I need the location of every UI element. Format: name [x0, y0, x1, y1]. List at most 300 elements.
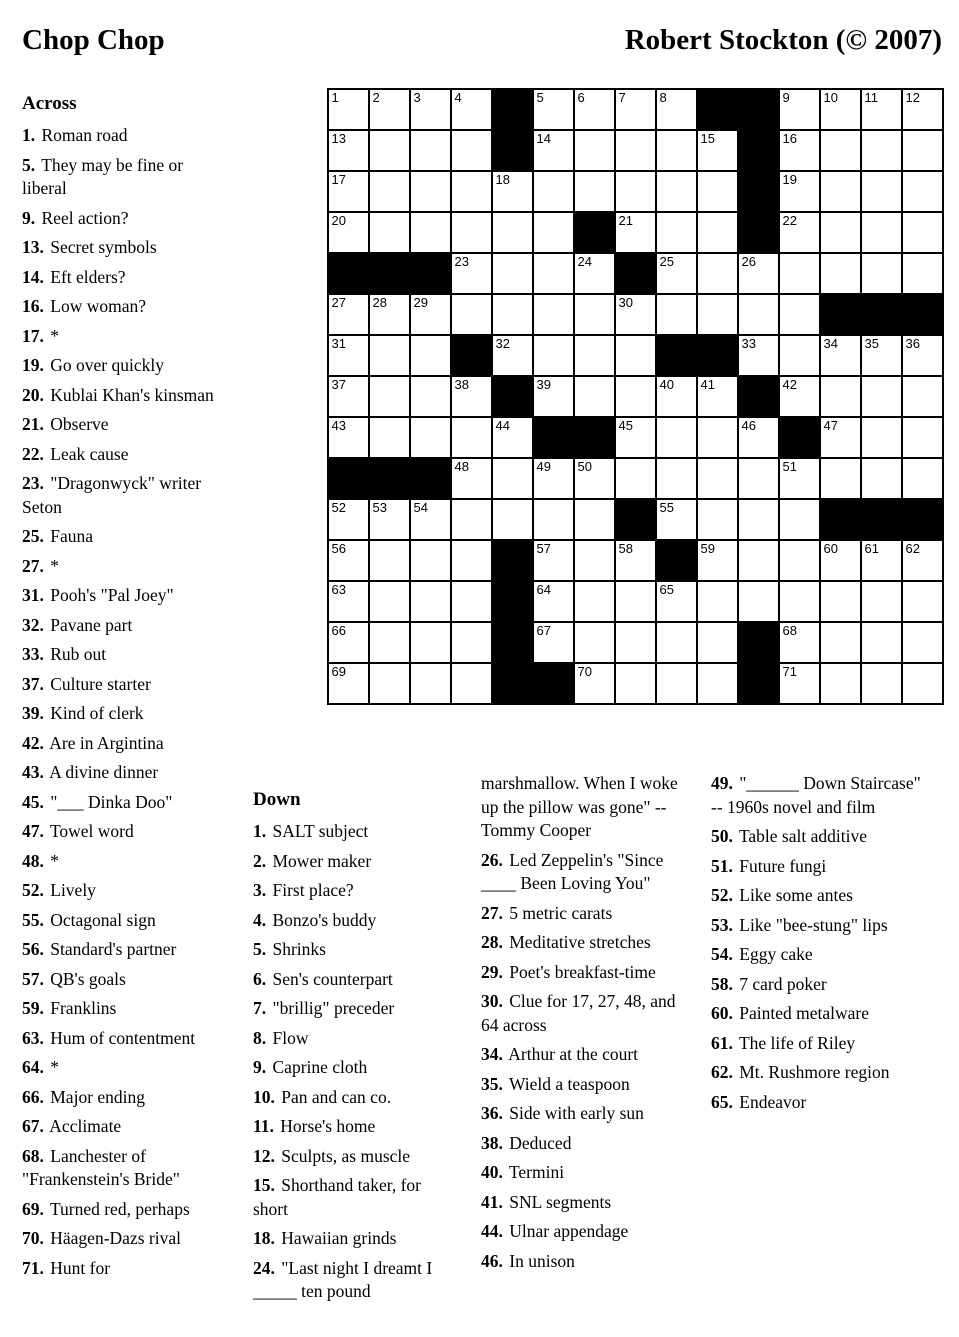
clue [22, 820, 219, 844]
cell-number: 70 [577, 664, 592, 679]
grid-cell[interactable] [615, 581, 656, 622]
grid-cell[interactable] [902, 458, 943, 499]
grid-cell[interactable] [328, 663, 369, 704]
grid-cell[interactable] [369, 212, 410, 253]
grid-cell[interactable] [656, 376, 697, 417]
clue-number: 10. [253, 1086, 275, 1107]
cell-number: 45 [618, 418, 633, 433]
clue-text: Octagonal sign [50, 909, 156, 930]
cell-number: 56 [331, 541, 346, 556]
grid-cell[interactable] [369, 335, 410, 376]
grid-cell[interactable] [697, 376, 738, 417]
clue [481, 1220, 681, 1244]
clue-number: 25. [22, 526, 44, 546]
grid-cell[interactable] [656, 212, 697, 253]
clue [253, 820, 443, 844]
grid-cell[interactable] [451, 622, 492, 663]
grid-cell[interactable] [574, 622, 615, 663]
clue-number: 67. [22, 1116, 44, 1136]
grid-cell[interactable] [656, 417, 697, 458]
grid-cell[interactable] [574, 499, 615, 540]
clue [253, 850, 443, 874]
clue-text: Hunt for [50, 1257, 111, 1278]
grid-cell[interactable] [369, 294, 410, 335]
grid-cell[interactable] [574, 171, 615, 212]
grid-cell[interactable] [697, 417, 738, 458]
clue-number: 5. [22, 154, 36, 175]
grid-cell[interactable] [779, 622, 820, 663]
black-square [328, 253, 369, 294]
clue [253, 909, 443, 933]
cell-number: 28 [372, 295, 387, 310]
grid-cell[interactable] [656, 130, 697, 171]
grid-cell[interactable] [451, 499, 492, 540]
clue [481, 1191, 681, 1215]
grid-cell[interactable] [410, 376, 451, 417]
grid-cell[interactable] [820, 335, 861, 376]
clue [253, 1174, 443, 1221]
clue-number: 15. [253, 1175, 275, 1195]
grid-cell[interactable] [820, 171, 861, 212]
clue-number: 20. [22, 384, 44, 405]
grid-cell[interactable] [697, 622, 738, 663]
grid-cell[interactable] [410, 171, 451, 212]
grid-cell[interactable] [861, 89, 902, 130]
grid-cell[interactable] [697, 499, 738, 540]
grid-cell[interactable] [369, 540, 410, 581]
clue [22, 384, 219, 408]
clue-number: 38. [481, 1132, 503, 1153]
grid-cell[interactable] [328, 294, 369, 335]
grid-cell[interactable] [738, 253, 779, 294]
grid-cell[interactable] [492, 458, 533, 499]
clue-text: Go over quickly [50, 355, 164, 375]
grid-cell[interactable] [779, 253, 820, 294]
cell-number: 40 [659, 377, 674, 392]
clue-text: They may be fine or liberal [22, 154, 184, 198]
black-square [615, 253, 656, 294]
grid-cell[interactable] [697, 171, 738, 212]
clue-text: "______ Down Staircase" -- 1960s novel and film [711, 773, 921, 817]
grid-cell[interactable] [451, 581, 492, 622]
grid-cell[interactable] [615, 294, 656, 335]
grid-cell[interactable] [615, 130, 656, 171]
clue-text: Leak cause [50, 443, 129, 464]
clue-text: Endeavor [739, 1091, 807, 1112]
grid-cell[interactable] [861, 622, 902, 663]
grid-cell[interactable] [820, 212, 861, 253]
grid-cell[interactable] [615, 663, 656, 704]
clue-text: Eft elders? [50, 266, 126, 287]
grid-cell[interactable] [697, 663, 738, 704]
clue-text: Flow [272, 1027, 309, 1048]
grid-cell[interactable] [697, 253, 738, 294]
black-square [656, 335, 697, 376]
clue-text: Horse's home [280, 1116, 376, 1136]
grid-cell[interactable] [328, 622, 369, 663]
grid-cell[interactable] [656, 171, 697, 212]
grid-cell[interactable] [615, 417, 656, 458]
clue [253, 997, 443, 1021]
clue-number: 31. [22, 585, 44, 605]
clue-number: 42. [22, 732, 44, 753]
grid-cell[interactable] [779, 130, 820, 171]
grid-cell[interactable] [861, 130, 902, 171]
grid-cell[interactable] [738, 335, 779, 376]
grid-cell[interactable] [574, 663, 615, 704]
grid-cell[interactable] [451, 212, 492, 253]
black-square [369, 458, 410, 499]
grid-cell[interactable] [738, 294, 779, 335]
black-square [820, 294, 861, 335]
cell-number: 11 [864, 90, 878, 105]
clue [22, 354, 219, 378]
cell-number: 23 [454, 254, 469, 269]
grid-cell[interactable] [533, 622, 574, 663]
clue-number: 63. [22, 1027, 44, 1048]
grid-cell[interactable] [369, 663, 410, 704]
grid-cell[interactable] [615, 335, 656, 376]
grid-cell[interactable] [369, 171, 410, 212]
grid-cell[interactable] [574, 335, 615, 376]
cell-number: 4 [454, 90, 462, 105]
grid-cell[interactable] [779, 89, 820, 130]
grid-cell[interactable] [328, 417, 369, 458]
clue-number: 1. [253, 821, 267, 841]
clue-text: "Last night I dreamt I _____ ten pound [253, 1257, 433, 1301]
clue [22, 584, 219, 608]
grid-cell[interactable] [492, 335, 533, 376]
grid-cell[interactable] [328, 499, 369, 540]
clue-number: 56. [22, 939, 44, 959]
grid-cell[interactable] [656, 294, 697, 335]
clue-text: Pooh's "Pal Joey" [50, 585, 174, 605]
grid-cell[interactable] [533, 89, 574, 130]
grid-cell[interactable] [820, 458, 861, 499]
cell-number: 34 [823, 336, 838, 351]
grid-cell[interactable] [410, 663, 451, 704]
grid-cell[interactable] [820, 417, 861, 458]
grid-cell[interactable] [328, 89, 369, 130]
grid-cell[interactable] [451, 458, 492, 499]
grid-cell[interactable] [738, 499, 779, 540]
clue-text: The life of Riley [738, 1032, 856, 1053]
grid-cell[interactable] [328, 581, 369, 622]
grid-cell[interactable] [328, 212, 369, 253]
clue-text: Caprine cloth [272, 1057, 368, 1077]
grid-cell[interactable] [902, 622, 943, 663]
clue-number: 29. [481, 961, 503, 982]
grid-cell[interactable] [820, 376, 861, 417]
grid-cell[interactable] [697, 130, 738, 171]
grid-cell[interactable] [410, 581, 451, 622]
grid-cell[interactable] [533, 581, 574, 622]
grid-cell[interactable] [410, 294, 451, 335]
grid-cell[interactable] [697, 581, 738, 622]
clue [22, 124, 219, 148]
grid-cell[interactable] [656, 663, 697, 704]
clue-text: Ulnar appendage [509, 1221, 629, 1241]
cell-number: 13 [331, 131, 346, 146]
grid-cell[interactable] [820, 581, 861, 622]
grid-cell[interactable] [779, 663, 820, 704]
grid-cell[interactable] [902, 89, 943, 130]
black-square [492, 130, 533, 171]
grid-cell[interactable] [410, 499, 451, 540]
clue-number: 52. [711, 885, 733, 905]
grid-cell[interactable] [410, 335, 451, 376]
black-square [492, 581, 533, 622]
grid-cell[interactable] [738, 458, 779, 499]
grid-cell[interactable] [902, 130, 943, 171]
clue-number: 9. [253, 1057, 267, 1077]
grid-cell[interactable] [697, 294, 738, 335]
grid-cell[interactable] [902, 540, 943, 581]
clue-text: Are in Argintina [49, 732, 164, 753]
grid-cell[interactable] [574, 458, 615, 499]
clue [22, 555, 219, 579]
clue-number: 35. [481, 1073, 503, 1094]
grid-cell[interactable] [779, 581, 820, 622]
grid-cell[interactable] [902, 171, 943, 212]
cell-number: 32 [495, 336, 510, 351]
grid-cell[interactable] [861, 335, 902, 376]
grid-cell[interactable] [328, 376, 369, 417]
across-clue-list [22, 124, 219, 1280]
grid-cell[interactable] [410, 89, 451, 130]
grid-cell[interactable] [902, 663, 943, 704]
grid-cell[interactable] [615, 171, 656, 212]
cell-number: 65 [659, 582, 674, 597]
grid-cell[interactable] [574, 581, 615, 622]
grid-cell[interactable] [328, 540, 369, 581]
clue [711, 943, 923, 967]
clue-number: 34. [481, 1044, 503, 1064]
grid-cell[interactable] [656, 253, 697, 294]
grid-cell[interactable] [492, 294, 533, 335]
grid-cell[interactable] [451, 294, 492, 335]
grid-cell[interactable] [861, 417, 902, 458]
grid-cell[interactable] [820, 540, 861, 581]
grid-cell[interactable] [615, 376, 656, 417]
grid-cell[interactable] [779, 499, 820, 540]
grid-cell[interactable] [656, 458, 697, 499]
grid-cell[interactable] [533, 171, 574, 212]
clue [22, 909, 219, 933]
grid-cell[interactable] [779, 458, 820, 499]
grid-cell[interactable] [779, 376, 820, 417]
grid-cell[interactable] [574, 89, 615, 130]
clue-text: Häagen-Dazs rival [50, 1228, 181, 1248]
clue-text: Eggy cake [739, 944, 813, 964]
grid-cell[interactable] [820, 622, 861, 663]
grid-cell[interactable] [328, 335, 369, 376]
clue-number: 26. [481, 849, 503, 870]
grid-cell[interactable] [902, 376, 943, 417]
cell-number: 51 [782, 459, 797, 474]
grid-cell[interactable] [615, 458, 656, 499]
clue-text: Like "bee-stung" lips [739, 914, 888, 935]
grid-cell[interactable] [861, 171, 902, 212]
grid-cell[interactable] [779, 294, 820, 335]
grid-cell[interactable] [738, 540, 779, 581]
grid-cell[interactable] [861, 458, 902, 499]
clue-number: 69. [22, 1198, 44, 1219]
grid-cell[interactable] [902, 417, 943, 458]
grid-cell[interactable] [410, 622, 451, 663]
grid-cell[interactable] [820, 253, 861, 294]
grid-cell[interactable] [697, 458, 738, 499]
grid-cell[interactable] [820, 130, 861, 171]
clue-text: Bonzo's buddy [272, 909, 377, 930]
grid-cell[interactable] [492, 499, 533, 540]
grid-cell[interactable] [451, 376, 492, 417]
grid-cell[interactable] [820, 89, 861, 130]
grid-cell[interactable] [656, 622, 697, 663]
clue [22, 879, 219, 903]
grid-cell[interactable] [492, 212, 533, 253]
grid-cell[interactable] [533, 253, 574, 294]
grid-cell[interactable] [451, 171, 492, 212]
grid-cell[interactable] [451, 540, 492, 581]
clue [22, 732, 219, 756]
cell-number: 49 [536, 459, 551, 474]
grid-cell[interactable] [574, 253, 615, 294]
grid-cell[interactable] [410, 540, 451, 581]
grid-cell[interactable] [533, 458, 574, 499]
clue-text: Secret symbols [50, 237, 157, 257]
grid-cell[interactable] [533, 540, 574, 581]
grid-cell[interactable] [492, 171, 533, 212]
grid-cell[interactable] [533, 376, 574, 417]
clue-text: Meditative stretches [509, 932, 651, 952]
grid-cell[interactable] [779, 335, 820, 376]
clue [711, 772, 923, 819]
grid-cell[interactable] [533, 130, 574, 171]
grid-cell[interactable] [410, 130, 451, 171]
grid-cell[interactable] [902, 335, 943, 376]
clue-number: 50. [711, 826, 733, 846]
grid-cell[interactable] [492, 417, 533, 458]
grid-cell[interactable] [533, 212, 574, 253]
clue [481, 1073, 681, 1097]
clue-number: 32. [22, 614, 44, 635]
grid-cell[interactable] [574, 130, 615, 171]
clue-text: SNL segments [509, 1191, 612, 1212]
grid-cell[interactable] [861, 663, 902, 704]
grid-cell[interactable] [779, 171, 820, 212]
grid-cell[interactable] [861, 212, 902, 253]
cell-number: 57 [536, 541, 551, 556]
grid-cell[interactable] [697, 540, 738, 581]
grid-cell[interactable] [861, 581, 902, 622]
clue-number: 57. [22, 968, 44, 989]
clue [253, 1227, 443, 1251]
black-square [492, 89, 533, 130]
grid-cell[interactable] [738, 417, 779, 458]
clue [253, 1257, 443, 1304]
grid-cell[interactable] [902, 253, 943, 294]
cell-number: 59 [700, 541, 715, 556]
grid-cell[interactable] [533, 294, 574, 335]
clue-text: Arthur at the court [508, 1044, 639, 1064]
grid-cell[interactable] [656, 581, 697, 622]
grid-cell[interactable] [615, 89, 656, 130]
grid-cell[interactable] [902, 212, 943, 253]
clue [481, 1102, 681, 1126]
grid-cell[interactable] [779, 212, 820, 253]
cell-number: 16 [782, 131, 797, 146]
grid-cell[interactable] [615, 622, 656, 663]
grid-cell[interactable] [369, 499, 410, 540]
grid-cell[interactable] [861, 376, 902, 417]
down-clues-column-1 [253, 788, 443, 1310]
grid-cell[interactable] [615, 212, 656, 253]
grid-cell[interactable] [533, 335, 574, 376]
clue-number: 55. [22, 909, 44, 930]
grid-cell[interactable] [410, 417, 451, 458]
grid-cell[interactable] [861, 253, 902, 294]
grid-cell[interactable] [656, 499, 697, 540]
grid-cell[interactable] [820, 663, 861, 704]
clue-number: 19. [22, 355, 44, 375]
grid-cell[interactable] [492, 253, 533, 294]
cell-number: 38 [454, 377, 469, 392]
clue-text: 7 card poker [739, 973, 827, 994]
clue [22, 207, 219, 231]
grid-cell[interactable] [328, 171, 369, 212]
grid-cell[interactable] [369, 89, 410, 130]
grid-cell[interactable] [574, 540, 615, 581]
clue-number: 18. [253, 1228, 275, 1248]
clue [22, 266, 219, 290]
grid-cell[interactable] [738, 581, 779, 622]
grid-cell[interactable] [410, 212, 451, 253]
grid-cell[interactable] [369, 376, 410, 417]
grid-cell[interactable] [369, 622, 410, 663]
grid-cell[interactable] [861, 540, 902, 581]
grid-cell[interactable] [656, 89, 697, 130]
clue [22, 1115, 219, 1139]
cell-number: 15 [700, 131, 715, 146]
grid-cell[interactable] [369, 130, 410, 171]
clue-text: "brillig" preceder [272, 998, 395, 1018]
grid-cell[interactable] [451, 89, 492, 130]
grid-cell[interactable] [451, 253, 492, 294]
black-square [533, 417, 574, 458]
clue-number: 61. [711, 1032, 733, 1053]
grid-cell[interactable] [451, 417, 492, 458]
grid-cell[interactable] [779, 540, 820, 581]
cell-number: 62 [905, 541, 920, 556]
clue-text: Culture starter [50, 673, 151, 694]
clue-text: 5 metric carats [509, 902, 613, 923]
grid-cell[interactable] [369, 417, 410, 458]
grid-cell[interactable] [574, 294, 615, 335]
grid-cell[interactable] [451, 663, 492, 704]
grid-cell[interactable] [451, 130, 492, 171]
clue [253, 1056, 443, 1080]
grid-cell[interactable] [697, 212, 738, 253]
grid-cell[interactable] [574, 376, 615, 417]
grid-cell[interactable] [328, 130, 369, 171]
grid-cell[interactable] [902, 581, 943, 622]
clue-text: Painted metalware [739, 1003, 869, 1023]
grid-cell[interactable] [615, 540, 656, 581]
grid-cell[interactable] [533, 499, 574, 540]
grid-cell[interactable] [369, 581, 410, 622]
clue-number: 28. [481, 932, 503, 952]
